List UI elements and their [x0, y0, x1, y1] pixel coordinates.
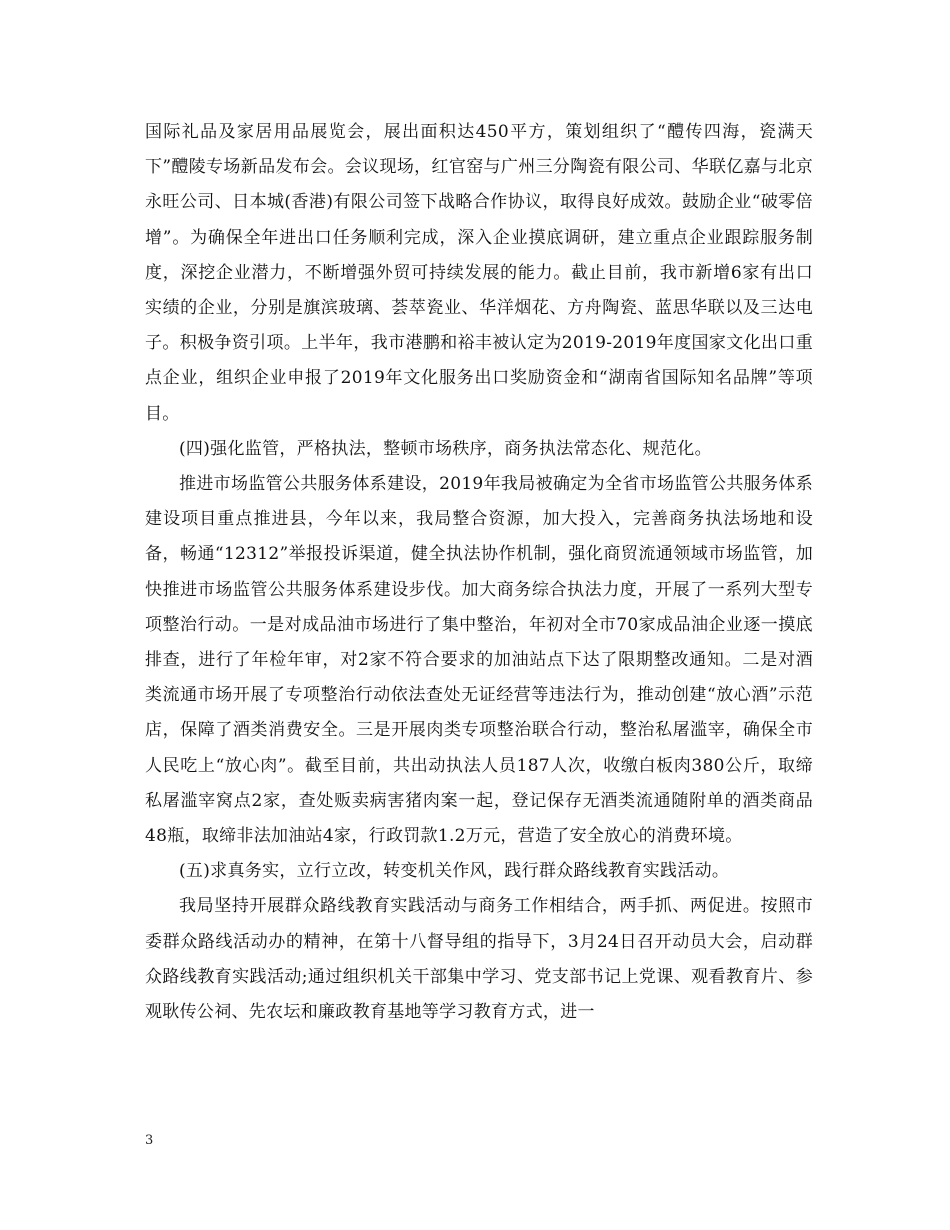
paragraph: 国际礼品及家居用品展览会，展出面积达450平方，策划组织了“醴传四海，瓷满天下”醴陵专场新品发布会。会议现场，红官窑与广州三分陶瓷有限公司、华联亿嘉与北京永旺公司、日本城(香港)有限公司签下战略合作协议，取得良好成效。鼓励企业“破零倍增”。为确保全年进出口任务顺利完成，深入企业摸底调研，建立重点企业跟踪服务制度，深挖企业潜力，不断增强外贸可持续发展的能力。截止目前，我市新增6家有出口实绩的企业，分别是旗滨玻璃、荟萃瓷业、华洋烟花、方舟陶瓷、蓝思华联以及三达电子。积极争资引项。上半年，我市港鹏和裕丰被认定为2019-2019年度国家文化出口重点企业，组织企业申报了2019年文化服务出口奖励资金和“湖南省国际知名品牌”等项目。 [145, 122, 813, 424]
section-heading: (四)强化监管，严格执法，整顿市场秩序，商务执法常态化、规范化。 [179, 438, 712, 459]
page-number: 3 [145, 1133, 154, 1148]
paragraph: 推进市场监管公共服务体系建设，2019年我局被确定为全省市场监管公共服务体系建设项目重点推进县，今年以来，我局整合资源，加大投入，完善商务执法场地和设备，畅通“12312”举报投诉渠道，健全执法协作机制，强化商贸流通领域市场监管，加快推进市场监管公共服务体系建设步伐。加大商务综合执法力度，开展了一系列大型专项整治行动。一是对成品油市场进行了集中整治，年初对全市70家成品油企业逐一摸底排查，进行了年检年审，对2家不符合要求的加油站点下达了限期整改通知。二是对酒类流通市场开展了专项整治行动依法查处无证经营等违法行为，推动创建“放心酒”示范店，保障了酒类消费安全。三是开展肉类专项整治联合行动，整治私屠滥宰，确保全市人民吃上“放心肉”。截至目前，共出动执法人员187人次，收缴白板肉380公斤，取缔私屠滥宰窝点2家，查处贩卖病害猪肉案一起，登记保存无酒类流通随附单的酒类商品48瓶，取缔非法加油站4家，行政罚款1.2万元，营造了安全放心的消费环境。 [145, 474, 813, 847]
section-heading: (五)求真务实，立行立改，转变机关作风，践行群众路线教育实践活动。 [179, 861, 730, 882]
document-body [145, 115, 813, 1030]
paragraph: 我局坚持开展群众路线教育实践活动与商务工作相结合，两手抓、两促进。按照市委群众路线活动办的精神，在第十八督导组的指导下，3月24日召开动员大会，启动群众路线教育实践活动;通过组织机关干部集中学习、党支部书记上党课、观看教育片、参观耿传公祠、先农坛和廉政教育基地等学习教育方式，进一 [145, 896, 813, 1023]
